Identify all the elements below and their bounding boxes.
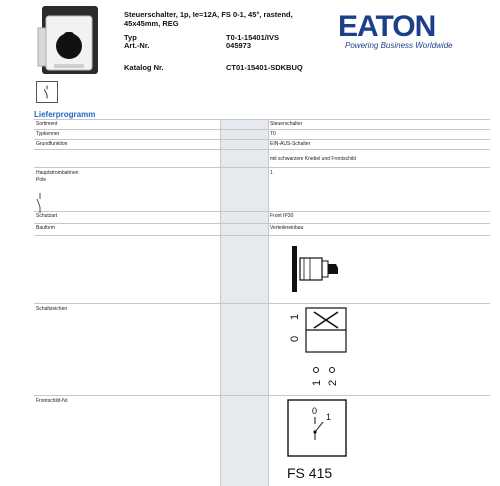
side-view-diagram: [288, 244, 350, 294]
row-label-sortiment: Sortiment: [36, 121, 58, 127]
row-value-schutzart: Front IP30: [270, 213, 294, 219]
switch-product-photo: [34, 6, 104, 78]
switch-symbol-icon: [36, 81, 58, 103]
row-value-typkenner: T0: [270, 131, 276, 137]
row-value-grundfunktion: EIN-AUS-Schalter: [270, 141, 311, 147]
row-label-pole: Pole: [36, 177, 47, 183]
typ-label: Typ: [124, 33, 137, 42]
row-label-grundfunktion: Grundfunktion: [36, 141, 68, 147]
position-1-label: 1: [289, 313, 301, 320]
product-title: Steuerschalter, 1p, Ie=12A, FS 0-1, 45°, rastend, 45x45mm, REG: [124, 10, 293, 28]
row-label-frontschild: Frontschild-Nr.: [36, 398, 69, 404]
spec-table: [34, 119, 490, 486]
row-label-hauptstrombahnen: Hauptstrombahnen: [36, 170, 79, 176]
row-label-bauform: Bauform: [36, 225, 55, 231]
section-title: Lieferprogramm: [34, 110, 96, 119]
contact-2-label: 2: [327, 379, 339, 386]
typ-value: T0-1-15401/IVS: [226, 33, 279, 42]
row-label-schaltzeichen: Schaltzeichen: [36, 306, 68, 312]
row-value-sortiment: Steuerschalter: [270, 121, 303, 127]
katalog-label: Katalog Nr.: [124, 63, 164, 72]
row-value-bauform: Verteilereinbau: [270, 225, 304, 231]
switching-diagram: [286, 306, 350, 392]
position-0-label: 0: [289, 335, 301, 342]
brand-tagline: Powering Business Worldwide: [345, 41, 453, 50]
row-value-grundfunktion-detail: mit schwarzem Knebel und Frontschild: [270, 156, 356, 162]
front-pos-off: 0: [312, 406, 318, 416]
contact-1-label: 1: [311, 379, 323, 386]
row-value-hauptstrombahnen: 1: [270, 170, 273, 176]
svg-text:EATON: EATON: [338, 10, 436, 43]
katalog-value: CT01-15401-SDKBUQ: [226, 63, 303, 72]
art-label: Art.-Nr.: [124, 41, 150, 50]
row-label-typkenner: Typkenner: [36, 131, 60, 137]
front-pos-on: 1: [326, 412, 332, 422]
row-label-schutzart: Schutzart: [36, 213, 58, 219]
front-plate-diagram: [286, 398, 356, 482]
frontschild-number: FS 415: [287, 465, 333, 481]
pole-contact-icon: [36, 193, 44, 213]
art-value: 045973: [226, 41, 252, 50]
